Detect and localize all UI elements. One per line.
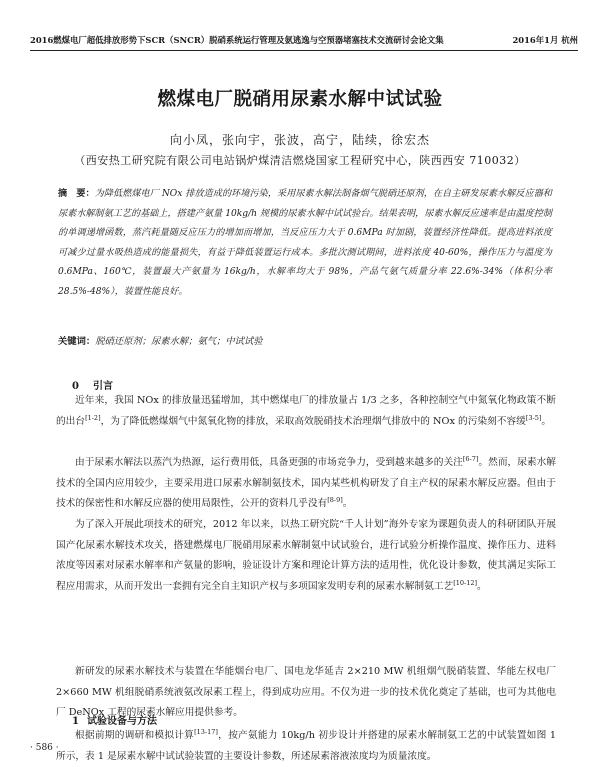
section1-p1-text: 根据前期的调研和模拟计算 [75, 730, 195, 741]
citation: [6-7] [462, 454, 479, 463]
keywords [58, 333, 552, 347]
section-number-1: 1 [72, 716, 79, 727]
intro-p1-text: 近年来，我国 NOx 的排放量迅猛增加，其中燃煤电厂的排放量占 1/3 之多，各种控制空气中氮氧化物政策不断的出台 [56, 395, 556, 427]
section-heading-intro [72, 377, 127, 392]
citation: [8-9] [327, 495, 343, 504]
intro-p1-text-c: 。 [541, 415, 552, 427]
intro-p3-text: 为了深入开展此项技术的研究，2012 年以来，以热工研究院“千人计划”海外专家为课题负责人的科研团队开展国产化尿素水解技术攻关，搭建燃煤电厂脱硝用尿素水解制氨中试试验台，进行试验分析操作温度、操作压力、进料浓度等因素对尿素水解率和产氨量的影响，验证设计方案和理论计算方法的适用性，优化设计参数，使其满足实际工程应用需求，从而开发出一套拥有完全自主知识产权与多项国家发明专利的尿素水解制氨工艺 [56, 519, 556, 592]
header-rule [30, 50, 578, 51]
abstract-label: 摘 要： [58, 188, 95, 199]
page-number: · 586 · [30, 743, 59, 753]
section1-paragraph-1 [56, 726, 556, 767]
citation: [1-2] [85, 413, 101, 422]
running-header-right: 2016年1月 杭州 [512, 35, 578, 45]
abstract-text: 为降低燃煤电厂 NOx 排放造成的环境污染，采用尿素水解法制备烟气脱硝还原剂，在自主研发尿素水解反应器和尿素水解制氨工艺的基础上，搭建产氨量 10kg/h 规模的尿素水解中试试验台。结果表明，尿素水解反应速率是由温度控制的单调递增函数，蒸汽耗量随反应压力的增加而增加，当反应压力大于 0.6MPa 时加剧，装置经济性降低。提高进料浓度可减少过量水吸热造成的能量损失，有益于降低装置运行成本。多批次测试期间，进料浓度 40-60%，操作压力与温度为 0.6MPa、160℃，装置最大产氨量为 16kg/h，水解率均大于 98%，产品气氨气质量分率 22.6%-34%（体积分率 28.5%-48%），装置性能良好。 [58, 189, 552, 297]
section-title-intro: 引言 [92, 381, 113, 392]
running-header-left: 2016燃煤电厂超低排放形势下SCR（SNCR）脱硝系统运行管理及氨逃逸与空预器堵塞技术交流研讨会论文集 [30, 35, 444, 45]
intro-p2-text-b: 。然而，尿素水解技术的全国内应用较少，主要采用进口尿素水解制氨技术，国内某些机构研发了自主产权的尿素水解反应器。但由于技术的保密性和水解反应器的使用局限性，公开的资料几乎没有 [56, 457, 556, 510]
intro-p2-text-c: 。 [342, 498, 353, 510]
intro-paragraph-1 [56, 391, 556, 432]
keywords-text: 脱硝还原剂；尿素水解；氨气；中试试验 [95, 336, 263, 347]
intro-paragraph-4: 新研发的尿素水解技术与装置在华能烟台电厂、国电龙华延吉 2×210 MW 机组烟气脱硝装置、华能左权电厂 2×660 MW 机组脱硝系统液氨改尿素工程上，得到成功应用。不仅为进一步的技术优化奠定了基础，也可为其他电厂 DeNOx 工程的尿素水解应用提供参考。 [56, 666, 556, 719]
intro-paragraph-2 [56, 453, 556, 515]
running-header [30, 34, 578, 46]
affiliation: （西安热工研究院有限公司电站锅炉煤清洁燃烧国家工程研究中心，陕西西安 710032） [74, 154, 526, 167]
section-heading-1 [72, 712, 165, 727]
intro-p1-text-b: ，为了降低燃煤烟气中氮氧化物的排放，采取高效脱硝技术治理烟气排放中的 NOx 的污染刻不容缓 [100, 415, 526, 427]
intro-paragraph-3 [56, 515, 556, 597]
author-list: 向小凤，张向宇，张波，高宁，陆续，徐宏杰 [169, 133, 430, 147]
citation: [10-12] [453, 578, 477, 587]
citation: [13-17] [194, 727, 218, 736]
section-title-1: 试验设备与方法 [86, 716, 157, 727]
abstract [58, 184, 552, 303]
paper-title: 燃煤电厂脱硝用尿素水解中试试验 [157, 89, 443, 110]
intro-p3-text-b: 。 [477, 580, 487, 592]
citation: [3-5] [525, 413, 542, 422]
keywords-label: 关键词： [58, 336, 96, 347]
section1-p1-text-b: ，按产氨能力 10kg/h 初步设计并搭建的尿素水解制氨工艺的中试装置如图 1 所示，表 1 是尿素水解中试试验装置的主要设计参数，所述尿素溶液浓度均为质量浓度。 [56, 730, 556, 762]
intro-p2-text: 由于尿素水解法以蒸汽为热源，运行费用低，具备更强的市场竞争力，受到越来越多的关注 [75, 457, 463, 468]
section-number-intro: 0 [72, 381, 79, 392]
